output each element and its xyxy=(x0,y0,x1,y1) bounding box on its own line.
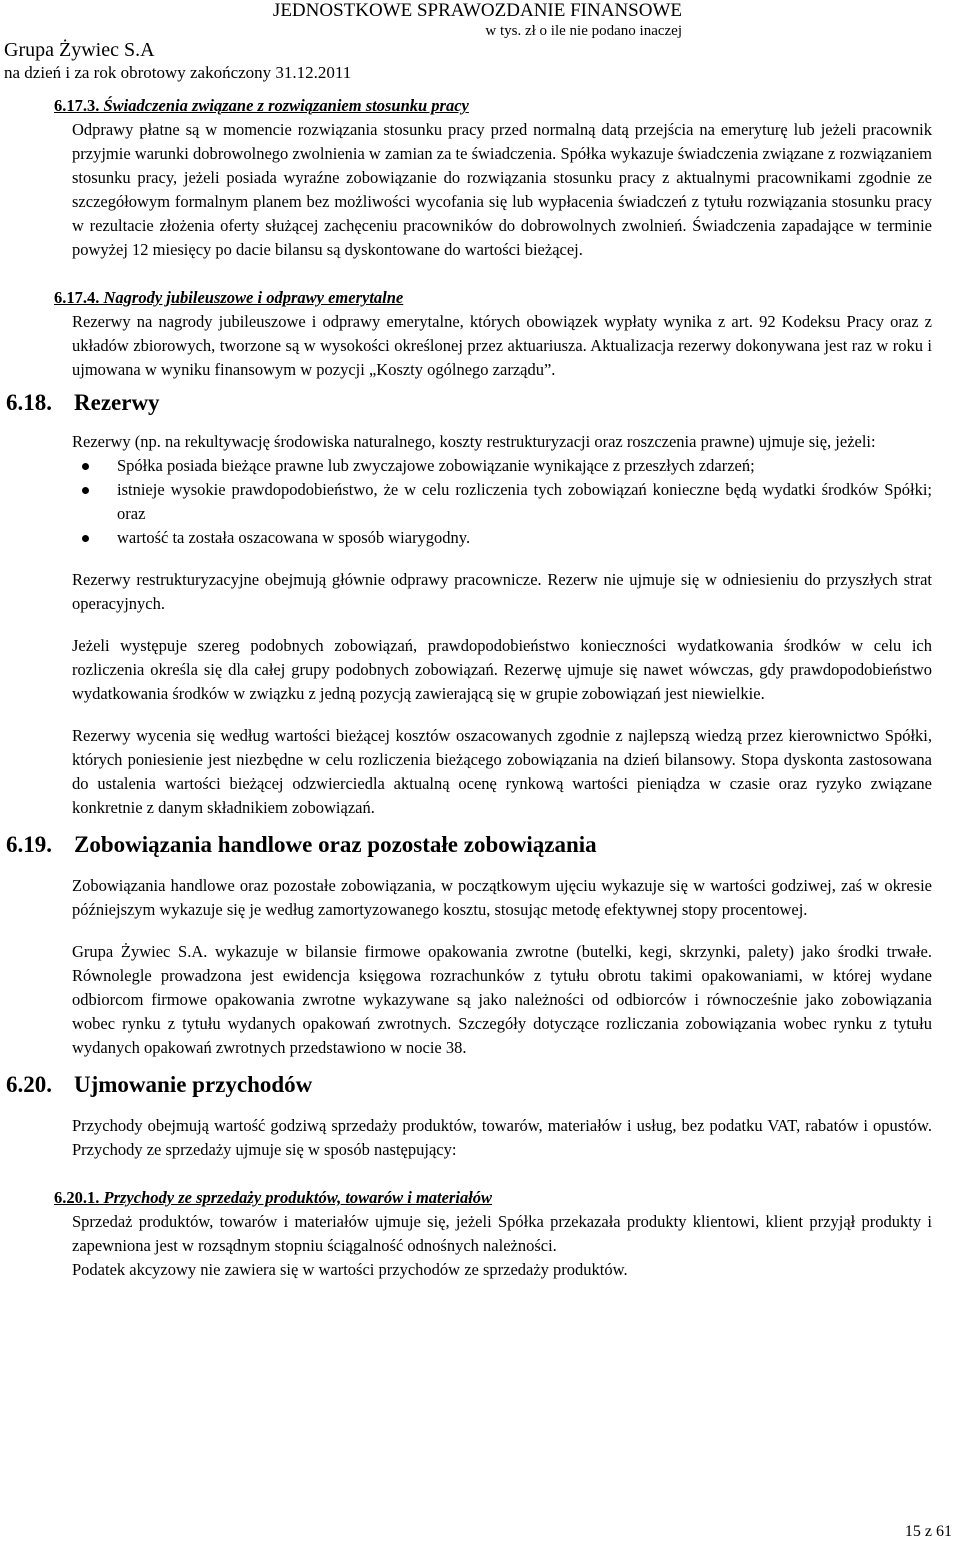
report-header xyxy=(273,0,682,40)
paragraph: Odprawy płatne są w momencie rozwiązania stosunku pracy przed normalną datą przejścia na emeryturę lub jeżeli pracownik przyjmie warunki dobrowolnego zwolnienia w zamian za te świadczenia. Spółka wykazuje świadczenia związane z rozwiązaniem stosunku pracy, jeżeli posiada wyraźne zobowiązanie do rozwiązania stosunku pracy z aktualnymi pracownikami zgodnie ze szczegółowym formalnym planem bez możliwości wycofania się lub wypłacenia świadczeń z tytułu rozwiązania stosunku pracy w rezultacie złożenia oferty służącej zachęceniu pracowników do dobrowolnych zwolnień. Świadczenia zapadające w terminie powyżej 12 miesięcy po dacie bilansu są dyskontowane do wartości bieżącej. xyxy=(72,120,932,259)
subsection-heading xyxy=(54,1186,932,1210)
section-6-18 xyxy=(6,388,932,820)
paragraph: Zobowiązania handlowe oraz pozostałe zobowiązania, w początkowym ujęciu wykazuje się w wartości godziwej, zaś w okresie późniejszym wykazuje się je według zamortyzowanego kosztu, stosując metodę efektywnej stopy procentowej. xyxy=(72,876,932,919)
paragraph: Rezerwy restrukturyzacyjne obejmują głównie odprawy pracownicze. Rezerw nie ujmuje się w odniesieniu do przyszłych strat operacyjnych. xyxy=(72,570,932,613)
paragraph: Rezerwy (np. na rekultywację środowiska naturalnego, koszty restrukturyzacji oraz roszczenia prawne) ujmuje się, jeżeli: xyxy=(72,432,876,451)
subsection-title: Przychody ze sprzedaży produktów, towarów i materiałów xyxy=(103,1188,493,1207)
section-6-17-4 xyxy=(54,286,932,382)
section-number: 6.19. xyxy=(6,832,52,857)
bullet-icon xyxy=(82,535,89,542)
paragraph: Jeżeli występuje szereg podobnych zobowiązań, prawdopodobieństwo konieczności wydatkowania środków w celu ich rozliczenia określa się dla całej grupy podobnych zobowiązań. Rezerwę ujmuje się nawet wówczas, gdy prawdopodobieństwo wydatkowania środków w związku z jedną pozycją zawierającą się w grupie zobowiązań jest niewielkie. xyxy=(72,636,932,703)
list-item: wartość ta została oszacowana w sposób wiarygodny. xyxy=(72,526,932,550)
paragraph: Podatek akcyzowy nie zawiera się w wartości przychodów ze sprzedaży produktów. xyxy=(72,1260,628,1279)
bullet-icon xyxy=(82,487,89,494)
subsection-number: 6.17.4. xyxy=(54,288,100,307)
section-heading xyxy=(6,388,932,418)
paragraph: Sprzedaż produktów, towarów i materiałów ujmuje się, jeżeli Spółka przekazała produkty klientowi, klient przyjął produkty i zapewniona jest w rozsądnym stopniu ściągalność odnośnych należności. xyxy=(72,1212,932,1255)
bullet-list xyxy=(72,454,932,550)
paragraph: Grupa Żywiec S.A. wykazuje w bilansie firmowe opakowania zwrotne (butelki, kegi, skrzynki, palety) jako środki trwałe. Równolegle prowadzona jest ewidencja księgowa rozrachunków z tytułu obrotu takimi opakowaniami, w której wydane odbiorcom firmowe opakowania zwrotne wykazywane są jako należności od odbiorców i równocześnie jako zobowiązania wobec rynku z tytułu wydanych opakowań zwrotnych. Szczegóły dotyczące rozliczania zobowiązania wobec rynku z tytułu wydanych opakowań zwrotnych przedstawiono w nocie 38. xyxy=(72,942,932,1057)
report-title: JEDNOSTKOWE SPRAWOZDANIE FINANSOWE xyxy=(272,0,682,21)
company-header xyxy=(4,38,351,84)
section-6-20 xyxy=(6,1070,932,1162)
section-number: 6.20. xyxy=(6,1072,52,1097)
reporting-period: na dzień i za rok obrotowy zakończony 31.12.2011 xyxy=(4,63,352,82)
subsection-number: 6.17.3. xyxy=(54,96,100,115)
section-6-19 xyxy=(6,830,932,1060)
section-title: Ujmowanie przychodów xyxy=(74,1072,313,1097)
section-title: Rezerwy xyxy=(74,390,160,415)
section-title: Zobowiązania handlowe oraz pozostałe zobowiązania xyxy=(74,832,597,857)
section-6-20-1 xyxy=(54,1186,932,1282)
paragraph: Rezerwy wycenia się według wartości bieżącej kosztów oszacowanych zgodnie z najlepszą wiedzą przez kierownictwo Spółki, których poniesienie jest niezbędne w celu rozliczenia bieżącego zobowiązania na dzień bilansowy. Stopa dyskonta zastosowana do ustalenia wartości bieżącej odzwierciedla aktualną ocenę rynkową wartości pieniądza w czasie oraz ryzyko związane konkretnie z danym składnikiem zobowiązań. xyxy=(72,726,932,817)
subsection-title: Nagrody jubileuszowe i odprawy emerytalne xyxy=(103,288,404,307)
subsection-heading xyxy=(54,286,932,310)
paragraph: Rezerwy na nagrody jubileuszowe i odprawy emerytalne, których obowiązek wypłaty wynika z art. 92 Kodeksu Pracy oraz z układów zbiorowych, tworzone są w wysokości określonej przez aktuariusza. Aktualizacja rezerwy dokonywana jest raz w roku i ujmowana w wyniku finansowym w pozycji „Koszty ogólnego zarządu”. xyxy=(72,312,932,379)
paragraph: Przychody obejmują wartość godziwą sprzedaży produktów, towarów, materiałów i usług, bez podatku VAT, rabatów i opustów. Przychody ze sprzedaży ujmuje się w sposób następujący: xyxy=(72,1116,932,1159)
page-number: 15 z 61 xyxy=(904,1523,952,1540)
list-item: istnieje wysokie prawdopodobieństwo, że w celu rozliczenia tych zobowiązań konieczne będą wydatki środków Spółki; oraz xyxy=(72,478,932,526)
section-heading xyxy=(6,830,932,860)
company-name: Grupa Żywiec S.A xyxy=(4,39,155,61)
subsection-heading xyxy=(54,94,932,118)
subsection-title: Świadczenia związane z rozwiązaniem stosunku pracy xyxy=(103,96,469,115)
section-6-17-3 xyxy=(54,94,932,262)
document-body xyxy=(6,94,932,1282)
section-number: 6.18. xyxy=(6,390,52,415)
bullet-icon xyxy=(82,463,89,470)
unit-note: w tys. zł o ile nie podano inaczej xyxy=(485,23,682,39)
section-heading xyxy=(6,1070,932,1100)
subsection-number: 6.20.1. xyxy=(54,1188,100,1207)
list-item: Spółka posiada bieżące prawne lub zwyczajowe zobowiązanie wynikające z przeszłych zdarzeń; xyxy=(72,454,932,478)
